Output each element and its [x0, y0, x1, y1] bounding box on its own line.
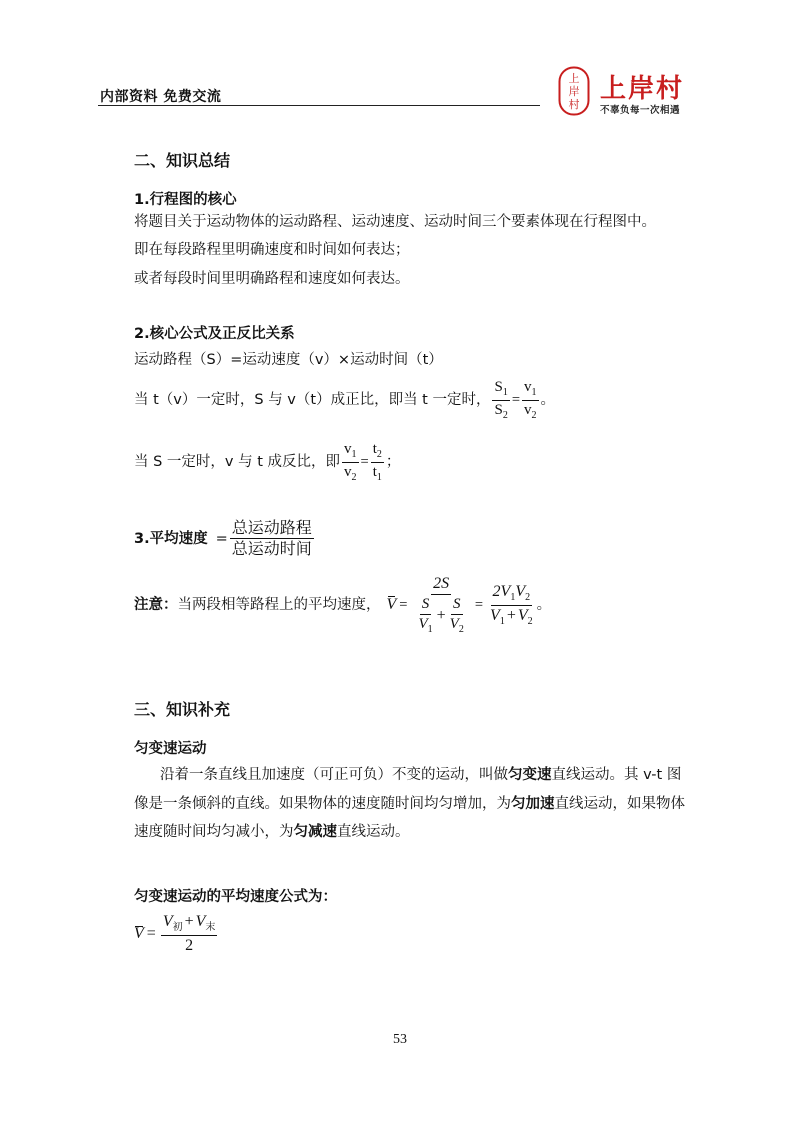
frac-v: v — [524, 379, 532, 395]
v-bar-symbol: V — [134, 924, 144, 942]
num-v: V — [515, 582, 526, 600]
sub1-line-3: 或者每段时间里明确路程和速度如何表达。 — [134, 271, 410, 287]
v-bar-symbol: V — [386, 596, 397, 614]
inner-v: V — [449, 615, 459, 632]
para-bold: 匀加速 — [511, 796, 555, 812]
section3-para-line-3 — [134, 822, 410, 842]
seal-char-3: 村 — [568, 98, 580, 111]
den-v: V — [517, 606, 528, 624]
num-v: V — [195, 913, 206, 930]
section3-heading: 匀变速运动 — [134, 741, 207, 757]
equals-sign: = — [146, 924, 156, 942]
inner-fraction-2 — [448, 595, 466, 636]
para-text: 像是一条倾斜的直线。如果物体的速度随时间均匀增加，为 — [134, 796, 511, 812]
fraction-denominator: 2 — [185, 936, 194, 954]
fraction-denominator — [412, 595, 469, 636]
frac-sub: 1 — [376, 471, 382, 483]
inner-v: V — [418, 615, 428, 632]
logo-name: 上岸村 — [600, 74, 685, 104]
fraction-t2-t1 — [371, 440, 384, 484]
equals-sign: = — [474, 597, 484, 614]
formula-heading: 匀变速运动的平均速度公式为： — [134, 889, 337, 905]
sub2-line-2 — [134, 378, 555, 422]
para-bold: 匀减速 — [293, 824, 337, 840]
inner-num: S — [451, 595, 463, 615]
num-v: V — [162, 913, 173, 930]
num-sub: 1 — [510, 592, 516, 604]
avg-speed-formula — [134, 912, 219, 956]
num-sub: 2 — [525, 592, 531, 604]
inner-num: S — [420, 595, 432, 615]
sub1-line-2: 即在每段路程里明确速度和时间如何表达； — [134, 242, 410, 258]
logo-seal-icon — [558, 66, 590, 116]
sub2-line-3-text: 当 S 一定时，v 与 t 成反比，即 — [134, 454, 341, 470]
fraction-s1-s2 — [492, 378, 509, 422]
para-text: 直线运动，如果物体 — [554, 796, 685, 812]
frac-sub: 1 — [502, 387, 508, 398]
equals-sign: = — [215, 530, 228, 547]
fraction-numerator: 总运动路程 — [231, 518, 312, 537]
equals-sign: = — [360, 454, 369, 470]
den-sub: 1 — [499, 615, 505, 627]
section2-title: 二、知识总结 — [134, 151, 231, 170]
frac-sub: 1 — [351, 449, 357, 460]
num-sub-end: 末 — [205, 922, 216, 934]
sub3-line — [134, 518, 316, 559]
para-text: 直线运动。 — [337, 824, 410, 840]
header-rule — [98, 105, 540, 106]
section3-para-line-1 — [160, 765, 681, 785]
note-label: 注意： — [134, 597, 178, 614]
sub2-line-3-end: ； — [385, 454, 401, 470]
sub2-line-3 — [134, 440, 400, 484]
frac-sub: 1 — [531, 387, 537, 398]
fraction-v1-v2 — [522, 378, 539, 422]
fraction-2s — [412, 574, 469, 636]
header-left-text: 内部资料 免费交流 — [100, 89, 222, 105]
frac-sub: 2 — [531, 409, 537, 421]
section3-para-line-2 — [134, 794, 685, 814]
num-2v: 2V — [492, 582, 511, 600]
sub1-line-1: 将题目关于运动物体的运动路程、运动速度、运动时间三个要素体现在行程图中。 — [134, 214, 656, 230]
equals-sign: = — [399, 597, 408, 614]
frac-sub: 2 — [502, 409, 508, 421]
fraction-avg-speed — [230, 518, 314, 559]
inner-sub: 2 — [458, 623, 464, 635]
fraction-vstart-vend — [161, 912, 218, 956]
page-number: 53 — [393, 1032, 407, 1047]
frac-v: v — [344, 463, 352, 480]
seal-char-2: 岸 — [568, 85, 580, 98]
sub3-heading: 3.平均速度 — [134, 530, 208, 547]
note-end: 。 — [536, 597, 552, 614]
frac-s: S — [494, 401, 503, 418]
frac-s: S — [494, 379, 503, 395]
plus-sign: + — [506, 606, 516, 624]
plus-sign: + — [184, 913, 194, 930]
para-bold: 匀变速 — [508, 767, 552, 783]
sub2-line-2-end: 。 — [540, 392, 555, 408]
seal-char-1: 上 — [568, 72, 580, 85]
frac-v: v — [524, 401, 532, 418]
sub2-heading: 2.核心公式及正反比关系 — [134, 326, 295, 342]
fraction-denominator: 总运动时间 — [231, 539, 312, 558]
logo-slogan: 不辜负每一次相遇 — [600, 105, 681, 116]
inner-sub: 1 — [427, 623, 433, 635]
fraction-2v1v2 — [488, 582, 535, 628]
sub2-line-1: 运动路程（S）=运动速度（v）×运动时间（t） — [134, 352, 443, 368]
den-v: V — [490, 606, 500, 624]
frac-sub: 2 — [376, 449, 382, 460]
equals-sign: = — [511, 392, 520, 408]
sub1-heading: 1.行程图的核心 — [134, 192, 237, 208]
para-text: 沿着一条直线且加速度（可正可负）不变的运动，叫做 — [160, 767, 508, 783]
frac-v: v — [344, 441, 352, 457]
frac-t: t — [372, 463, 377, 480]
section3-title: 三、知识补充 — [134, 700, 231, 719]
fraction-v1-v2 — [342, 440, 359, 484]
num-sub-start: 初 — [172, 922, 183, 934]
den-sub: 2 — [527, 615, 533, 627]
frac-t: t — [372, 441, 377, 457]
sub2-line-2-text: 当 t（v）一定时，S 与 v（t）成正比，即当 t 一定时， — [134, 392, 491, 408]
fraction-numerator: 2S — [431, 574, 451, 595]
inner-fraction-1 — [416, 595, 434, 636]
plus-sign: + — [436, 606, 446, 624]
note-text: 当两段相等路程上的平均速度， — [177, 597, 381, 614]
frac-sub: 2 — [351, 471, 357, 483]
para-text: 速度随时间均匀减小，为 — [134, 824, 294, 840]
note-line — [134, 574, 551, 636]
para-text: 直线运动。其 v-t 图 — [551, 767, 682, 783]
